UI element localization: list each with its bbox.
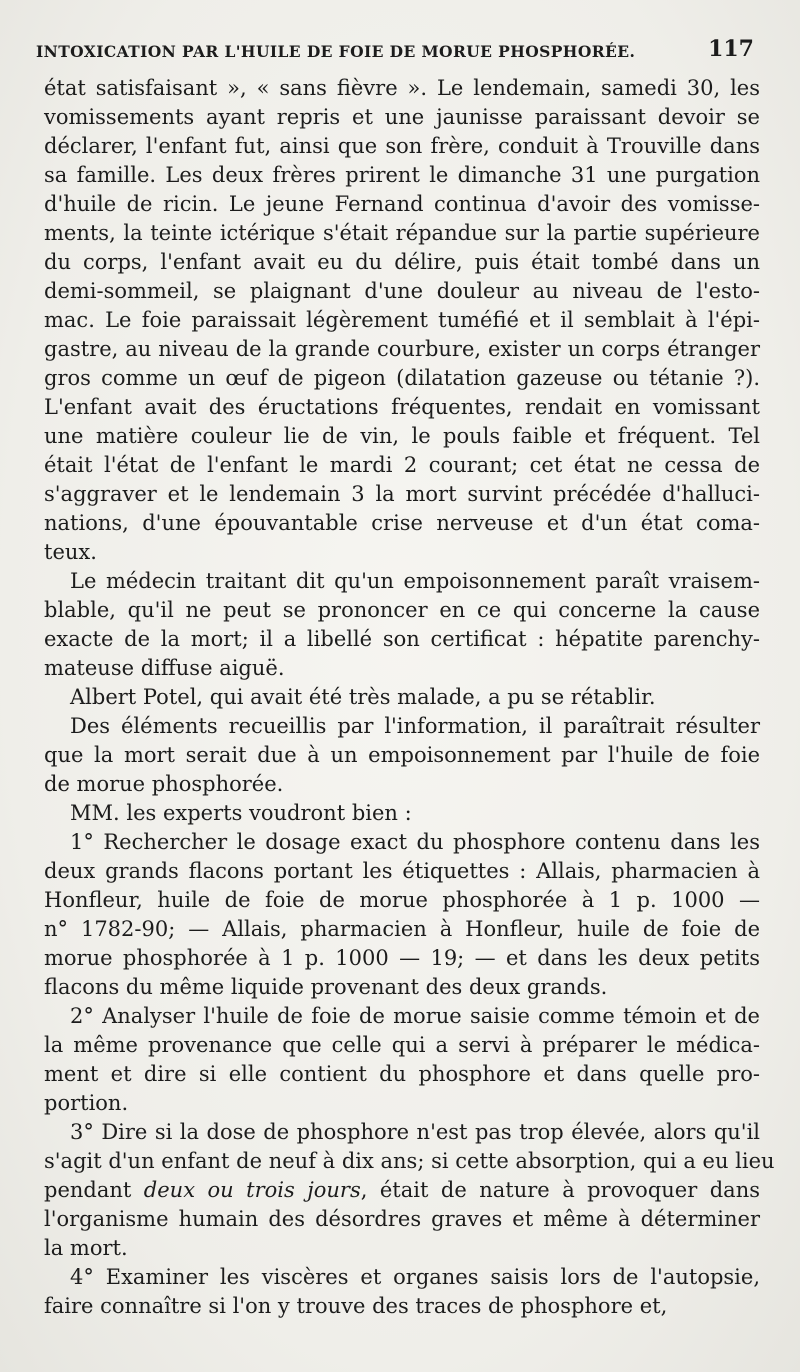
text-line: gastre, au niveau de la grande courbure, exister un corps étranger <box>44 337 760 361</box>
body-text <box>44 74 775 1321</box>
page-number: 117 <box>708 36 754 62</box>
text-line: blable, qu'il ne peut se prononcer en ce qui concerne la cause <box>44 598 760 622</box>
text-line: ment et dire si elle contient du phosphore et dans quelle pro- <box>44 1062 760 1086</box>
text-line: était l'état de l'enfant le mardi 2 courant; cet état ne cessa de <box>44 453 760 477</box>
text-line: pendant deux ou trois jours, était de nature à provoquer dans <box>44 1178 760 1202</box>
text-line: du corps, l'enfant avait eu du délire, puis était tombé dans un <box>44 250 760 274</box>
text-line: sa famille. Les deux frères prirent le dimanche 31 une purgation <box>44 163 760 187</box>
text-line: état satisfaisant », « sans fièvre ». Le lendemain, samedi 30, les <box>44 76 760 100</box>
paragraph <box>44 74 760 567</box>
text-line: Des éléments recueillis par l'information, il paraîtrait résulter <box>70 714 760 738</box>
text-line: faire connaître si l'on y trouve des traces de phosphore et, <box>44 1294 668 1318</box>
text-line: demi-sommeil, se plaignant d'une douleur au niveau de l'esto- <box>44 279 760 303</box>
text-line: 2° Analyser l'huile de foie de morue saisie comme témoin et de <box>70 1004 760 1028</box>
text-line: l'organisme humain des désordres graves et même à déterminer <box>44 1207 760 1231</box>
text-line: que la mort serait due à un empoisonnement par l'huile de foie <box>44 743 760 767</box>
paragraph <box>44 1118 775 1263</box>
text-line: mac. Le foie paraissait légèrement tuméfié et il semblait à l'épi- <box>44 308 760 332</box>
text-line: Le médecin traitant dit qu'un empoisonnement paraît vraisem- <box>70 569 760 593</box>
text-line: mateuse diffuse aiguë. <box>44 656 285 680</box>
text-line: une matière couleur lie de vin, le pouls faible et fréquent. Tel <box>44 424 760 448</box>
paragraph <box>44 712 760 799</box>
text-line: teux. <box>44 540 97 564</box>
italic-phrase: deux ou trois jours <box>143 1178 361 1202</box>
paragraph <box>44 1002 760 1118</box>
text-line: 1° Rechercher le dosage exact du phosphore contenu dans les <box>70 830 760 854</box>
text-line: ments, la teinte ictérique s'était répandue sur la partie supérieure <box>44 221 760 245</box>
paragraph <box>44 683 760 712</box>
paragraph <box>44 799 760 828</box>
text-line: Honfleur, huile de foie de morue phosphorée à 1 p. 1000 — <box>44 888 760 912</box>
text-line: flacons du même liquide provenant des deux grands. <box>44 975 608 999</box>
text-line: la même provenance que celle qui a servi à préparer le médica- <box>44 1033 760 1057</box>
text-line: deux grands flacons portant les étiquettes : Allais, pharmacien à <box>44 859 760 883</box>
paragraph <box>44 567 760 683</box>
text-line: Albert Potel, qui avait été très malade, a pu se rétablir. <box>70 685 656 709</box>
text-line: MM. les experts voudront bien : <box>70 801 412 825</box>
text-line: d'huile de ricin. Le jeune Fernand continua d'avoir des vomisse- <box>44 192 760 216</box>
paragraph <box>44 828 760 1002</box>
text-line: L'enfant avait des éructations fréquentes, rendait en vomissant <box>44 395 760 419</box>
text-line: déclarer, l'enfant fut, ainsi que son frère, conduit à Trouville dans <box>44 134 760 158</box>
text-line: n° 1782-90; — Allais, pharmacien à Honfleur, huile de foie de <box>44 917 760 941</box>
text-line: 3° Dire si la dose de phosphore n'est pas trop élevée, alors qu'il <box>70 1120 760 1144</box>
text-line: s'agit d'un enfant de neuf à dix ans; si cette absorption, qui a eu lieu <box>44 1149 775 1173</box>
text-line: 4° Examiner les viscères et organes saisis lors de l'autopsie, <box>70 1265 760 1289</box>
running-title: INTOXICATION PAR L'HUILE DE FOIE DE MORUE PHOSPHORÉE. <box>36 42 636 61</box>
text-line: exacte de la mort; il a libellé son certificat : hépatite parenchy- <box>44 627 760 651</box>
text-line: gros comme un œuf de pigeon (dilatation gazeuse ou tétanie ?). <box>44 366 760 390</box>
text-line: la mort. <box>44 1236 128 1260</box>
page-header <box>36 34 756 68</box>
text-line: morue phosphorée à 1 p. 1000 — 19; — et dans les deux petits <box>44 946 760 970</box>
text-line: vomissements ayant repris et une jaunisse paraissant devoir se <box>44 105 760 129</box>
text-line: s'aggraver et le lendemain 3 la mort survint précédée d'halluci- <box>44 482 760 506</box>
text-line: portion. <box>44 1091 129 1115</box>
text-line: nations, d'une épouvantable crise nerveuse et d'un état coma- <box>44 511 760 535</box>
text-line: de morue phosphorée. <box>44 772 284 796</box>
paragraph <box>44 1263 760 1321</box>
